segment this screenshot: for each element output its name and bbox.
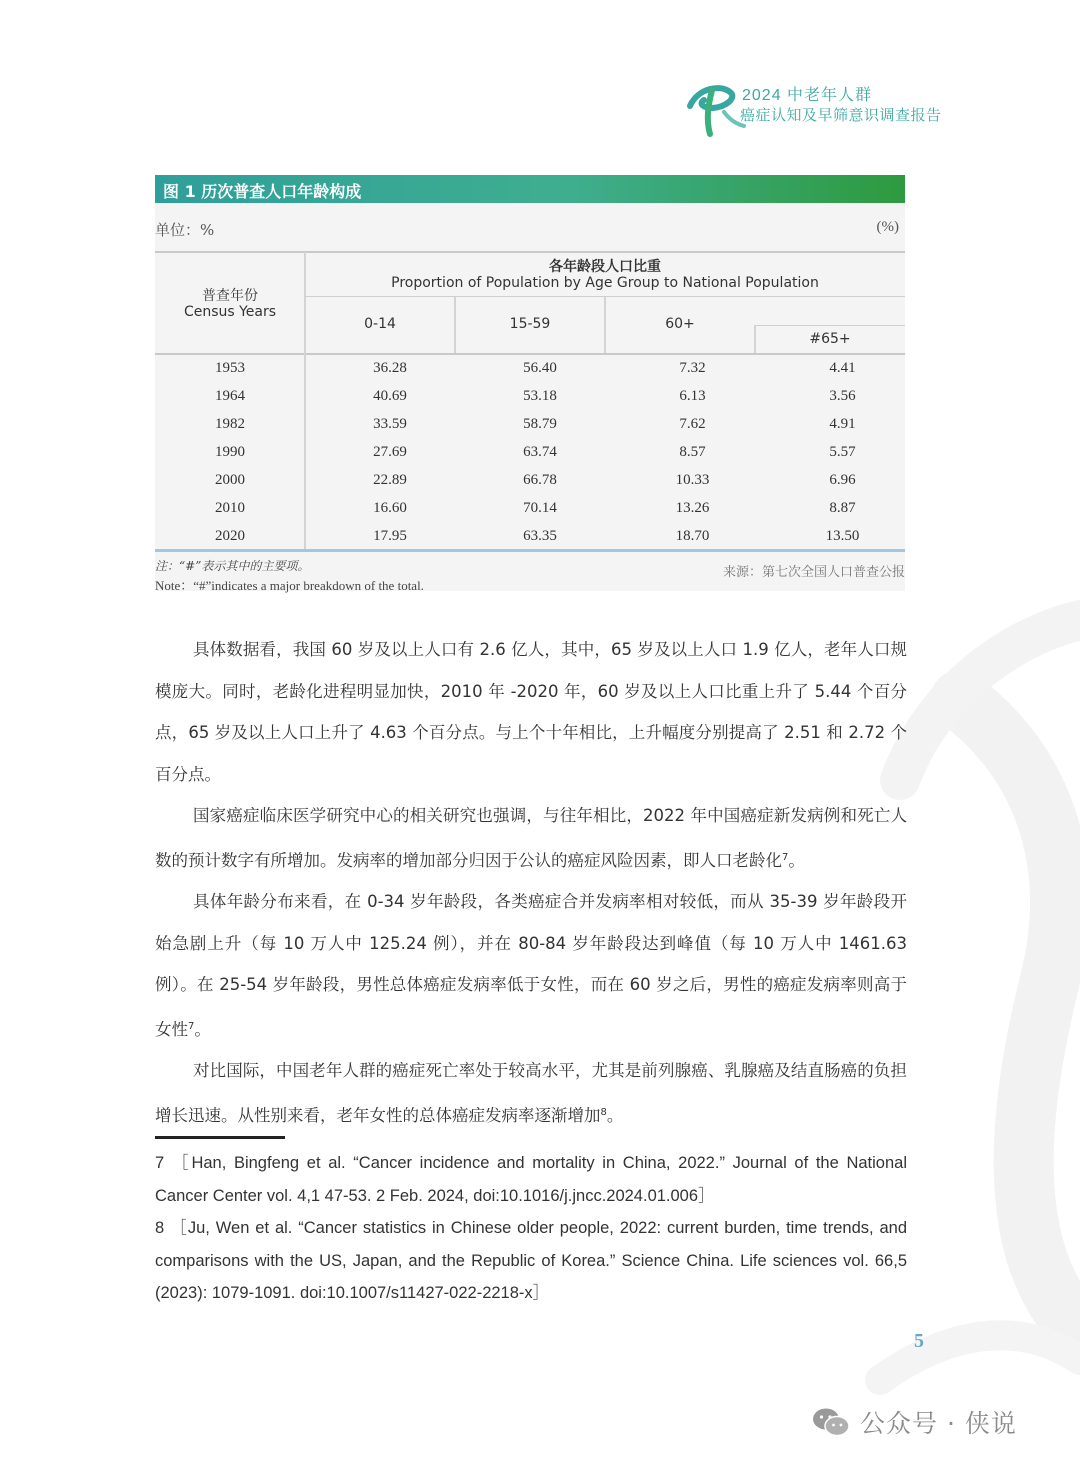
- cell-value: 58.79: [523, 416, 557, 432]
- cell-year: 1990: [215, 444, 245, 460]
- paragraph-4-end: 。: [606, 1105, 624, 1125]
- census-figure: [155, 175, 905, 591]
- col-header-15-59: 15-59: [509, 316, 551, 332]
- report-title-line2: 癌症认知及早筛意识调查报告: [740, 106, 942, 124]
- cell-value: 16.60: [373, 500, 407, 516]
- cell-value: 6.13: [679, 388, 706, 404]
- cell-year: 2000: [215, 472, 245, 488]
- cell-value: 53.18: [523, 388, 557, 404]
- footnote-8: 8 ［Ju, Wen et al. “Cancer statistics in Chinese older people, 2022: current burden, time trends, and comparisons with the US, Japan, and the Republic of Korea.” Science China. Life sciences vol. 66,5 (2023): 1079-1091. doi:10.1007/s11427-022-2218-x］: [155, 1219, 907, 1302]
- cell-value: 8.87: [829, 500, 856, 516]
- paragraph-1: 具体数据看，我国 60 岁及以上人口有 2.6 亿人，其中，65 岁及以上人口 1.9 亿人，老年人口规模庞大。同时，老龄化进程明显加快，2010 年 -2020 年，60 岁及以上人口比重上升了 5.44 个百分点，65 岁及以上人口上升了 4.63 个百分点。与上个十年相比，上升幅度分别提高了 2.51 和 2.72 个百分点。: [155, 640, 907, 784]
- footnote-ref-7[interactable]: 7: [782, 851, 789, 863]
- footnote-divider: [155, 1136, 285, 1139]
- cell-year: 1953: [215, 360, 245, 376]
- table-note-en: Note：“#”indicates a major breakdown of the total.: [155, 578, 424, 593]
- table-note-cn: 注：“#”表示其中的主要项。: [155, 559, 310, 573]
- cell-value: 40.69: [373, 388, 407, 404]
- paragraph-2: [155, 795, 907, 881]
- paragraph-3: [155, 881, 907, 1050]
- cell-value: 4.91: [829, 416, 856, 432]
- cell-year: 1982: [215, 416, 245, 432]
- subgroup-rule: [755, 325, 905, 326]
- paragraph-3-end: 。: [194, 1019, 211, 1039]
- cell-value: 5.57: [829, 444, 856, 460]
- year-header-cn: 普查年份: [202, 288, 258, 304]
- col-header-60plus: 60+: [665, 316, 695, 332]
- group-header-en: Proportion of Population by Age Group to National Population: [391, 275, 819, 291]
- cell-value: 6.96: [829, 472, 856, 488]
- cell-value: 56.40: [523, 360, 557, 376]
- cell-value: 7.32: [679, 360, 706, 376]
- footnote-ref-8[interactable]: 8: [600, 1106, 607, 1118]
- cell-value: 33.59: [373, 416, 407, 432]
- wechat-account-name: 公众号 · 侠说: [860, 1409, 1017, 1438]
- group-header-cn: 各年龄段人口比重: [549, 259, 661, 275]
- cell-value: 7.62: [679, 416, 706, 432]
- cell-year: 2020: [215, 528, 245, 544]
- col-header-0-14: 0-14: [364, 316, 396, 332]
- table-bottom-rule: [155, 549, 905, 552]
- cell-value: 63.35: [523, 528, 557, 544]
- footnote-7: 7 ［Han, Bingfeng et al. “Cancer incidence and mortality in China, 2022.” Journal of the National Cancer Center vol. 4,1 47-53. 2 Feb. 2024, doi:10.1016/j.jncc.2024.01.006］: [155, 1154, 907, 1205]
- report-logo-icon: [684, 82, 746, 138]
- cell-value: 8.57: [679, 444, 706, 460]
- col-header-65plus: #65+: [809, 331, 851, 347]
- figure-title-bar: [155, 175, 905, 203]
- report-title-line1: 2024 中老年人群: [742, 87, 873, 104]
- body-text: [155, 629, 907, 1136]
- wechat-icon: [812, 1407, 850, 1437]
- cell-value: 36.28: [373, 360, 407, 376]
- unit-label: 单位：%: [155, 221, 215, 239]
- cell-value: 17.95: [373, 528, 407, 544]
- paragraph-2-text: 国家癌症临床医学研究中心的相关研究也强调，与往年相比，2022 年中国癌症新发病例和死亡人数的预计数字有所增加。发病率的增加部分归因于公认的癌症风险因素，即人口老龄化: [155, 806, 907, 870]
- page-number: 5: [914, 1330, 924, 1352]
- paragraph-4-text: 对比国际，中国老年人群的癌症死亡率处于较高水平，尤其是前列腺癌、乳腺癌及结直肠癌的负担增长迅速。从性别来看，老年女性的总体癌症发病率逐渐增加: [155, 1061, 907, 1125]
- cell-value: 63.74: [523, 444, 557, 460]
- paragraph-3-text: 具体年龄分布来看，在 0-34 岁年龄段，各类癌症合并发病率相对较低，而从 35-39 岁年龄段开始急剧上升（每 10 万人中 125.24 例），并在 80-84 岁年龄段达到峰值（每 10 万人中 1461.63 例）。在 25-54 岁年龄段，男性总体癌症发病率低于女性，而在 60 岁之后，男性的癌症发病率则高于女性: [155, 892, 907, 1039]
- cell-value: 66.78: [523, 472, 557, 488]
- cell-value: 3.56: [829, 388, 856, 404]
- paragraph-2-end: 。: [788, 850, 805, 870]
- paragraph-4: [155, 1050, 907, 1136]
- unit-label-right: (%): [876, 219, 899, 235]
- cell-value: 13.26: [675, 500, 710, 516]
- cell-value: 13.50: [825, 528, 860, 544]
- figure-title: 图 1 历次普查人口年龄构成: [163, 182, 362, 201]
- cell-value: 18.70: [675, 528, 710, 544]
- cell-value: 4.41: [829, 360, 856, 376]
- cell-year: 1964: [215, 388, 245, 404]
- cell-year: 2010: [215, 500, 245, 516]
- cell-value: 10.33: [675, 472, 710, 488]
- table-top-rule: [155, 251, 905, 253]
- year-header-en: Census Years: [183, 304, 277, 320]
- cell-value: 27.69: [373, 444, 407, 460]
- wechat-account-watermark: [812, 1402, 1017, 1442]
- footnote-ref-7[interactable]: 7: [188, 1020, 195, 1032]
- cell-value: 22.89: [373, 472, 407, 488]
- table-source: 来源：第七次全国人口普查公报: [722, 565, 905, 580]
- header-bottom-rule: [155, 353, 905, 355]
- cell-value: 70.14: [523, 500, 557, 516]
